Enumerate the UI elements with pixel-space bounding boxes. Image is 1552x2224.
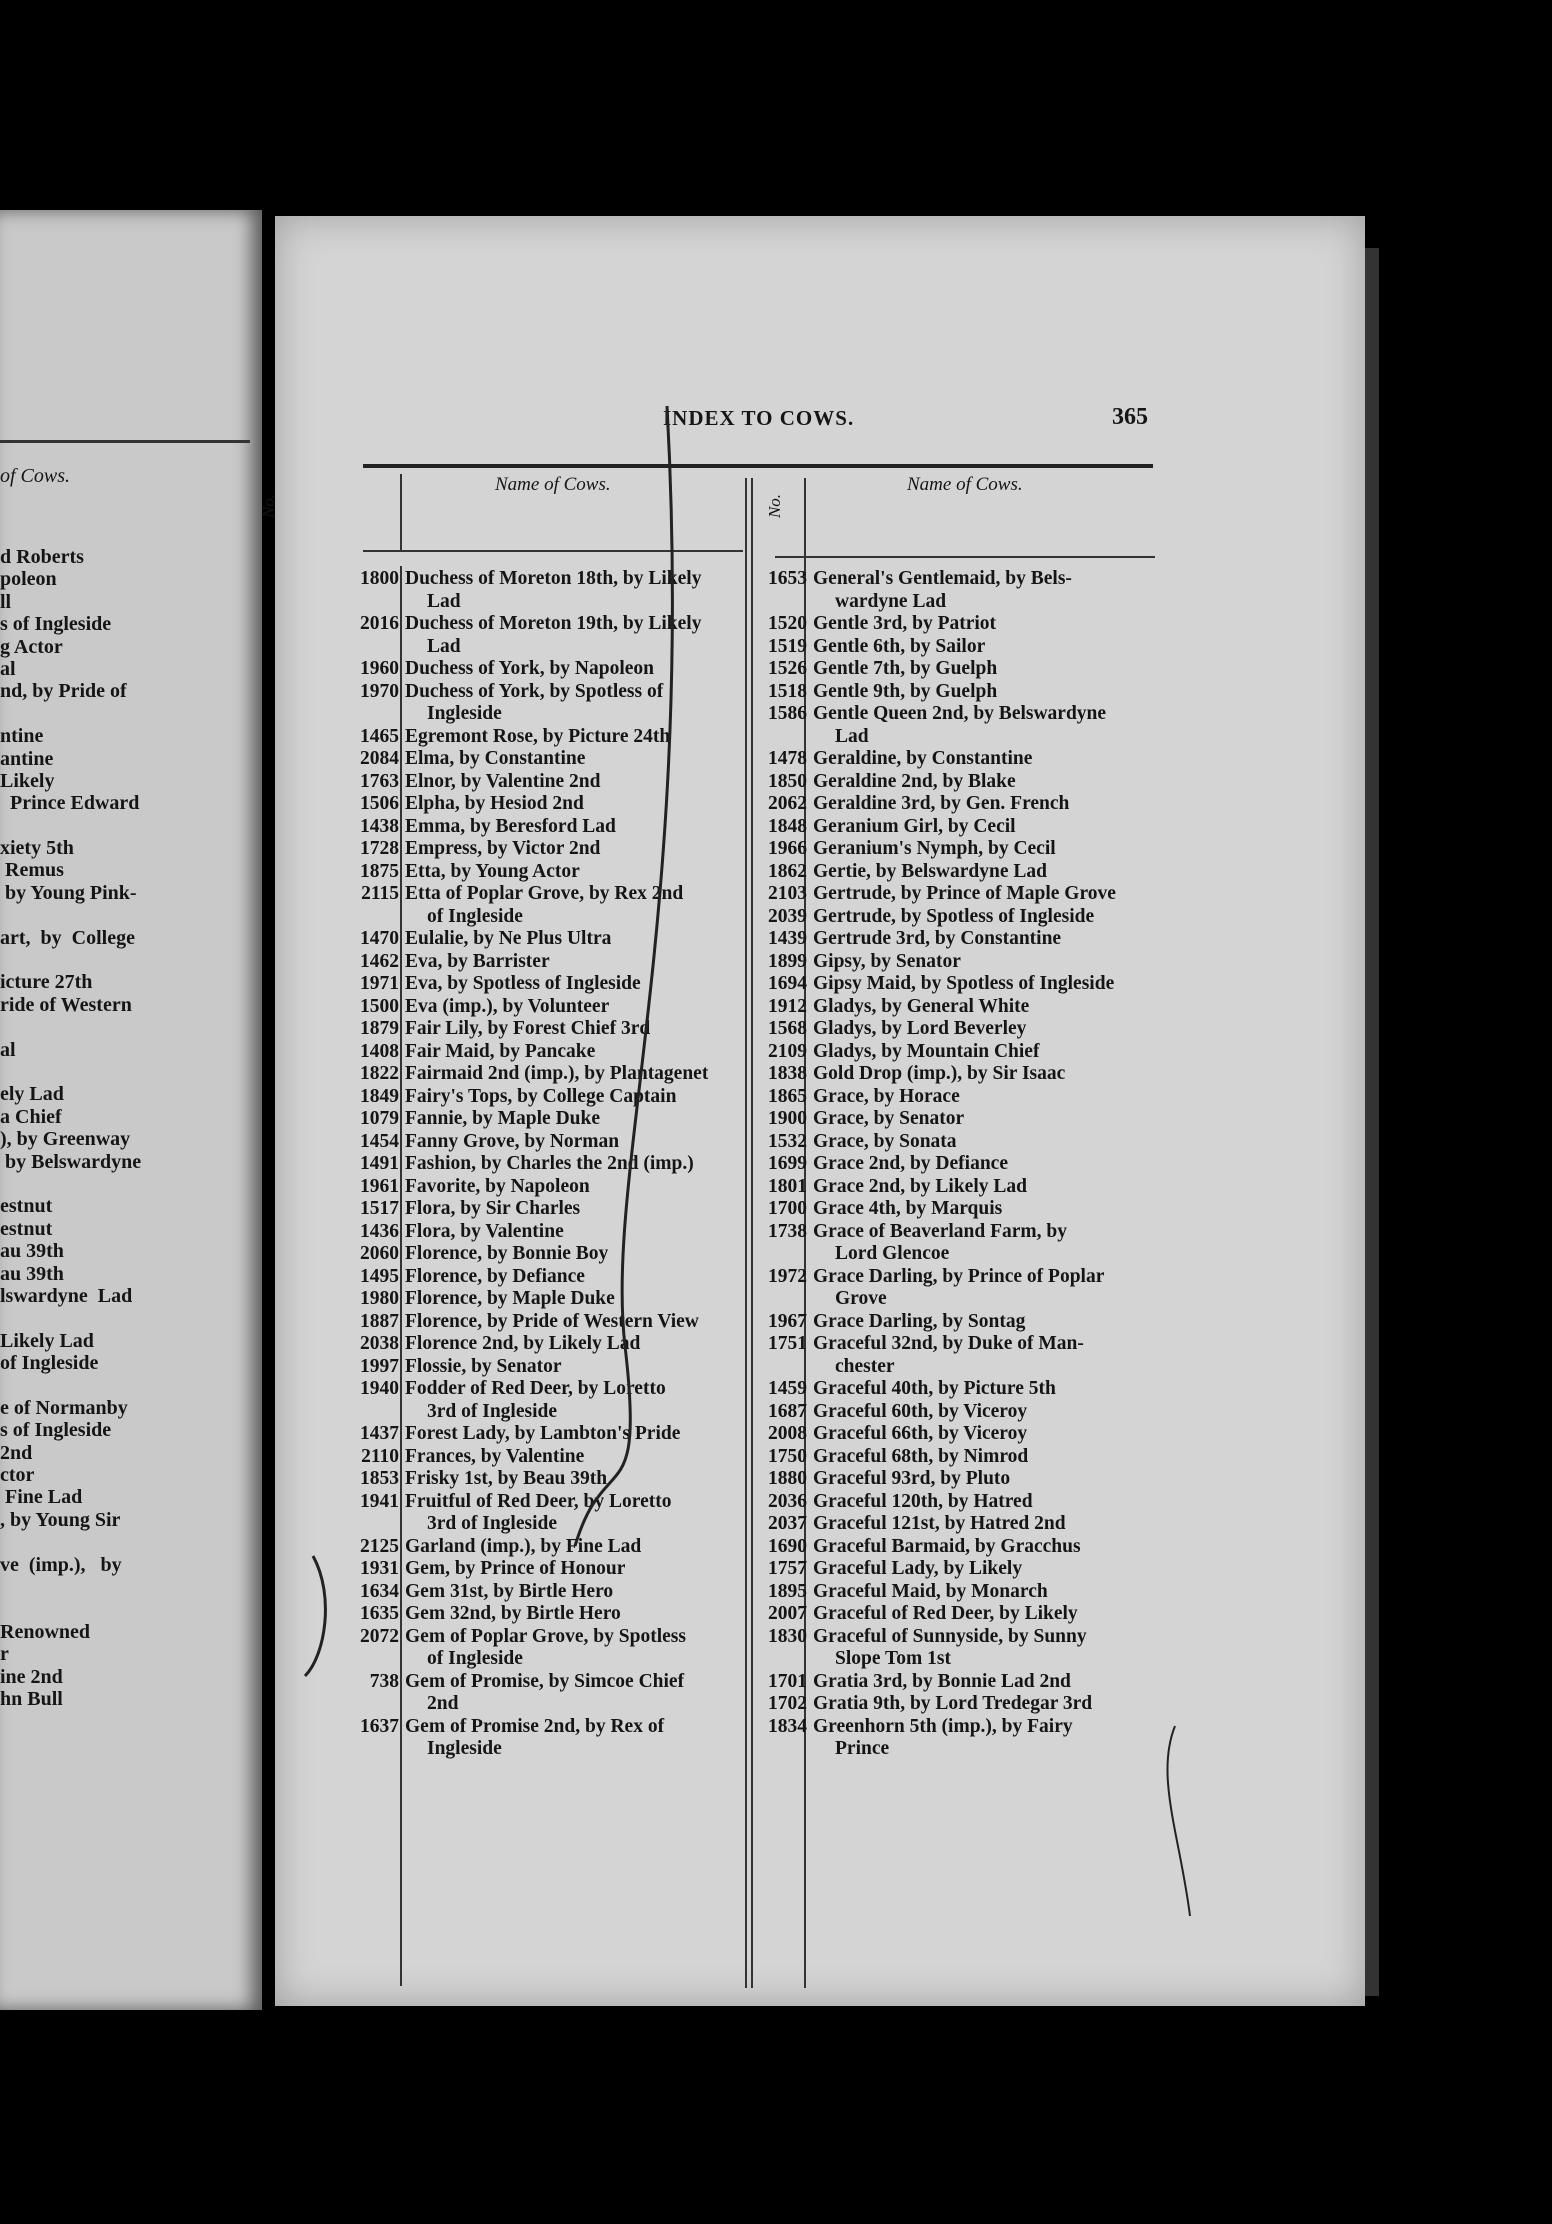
entry-number: 2115 [361,883,399,904]
entry-name-continuation: 3rd of Ingleside [427,1513,558,1534]
entry-name-text: Egremont Rose, by Picture 24th [405,725,671,747]
left-page-line: , by Young Sir [0,1508,121,1531]
entry-number: 1750 [768,1445,807,1467]
entry-number: 1912 [768,995,807,1017]
entry-name-text: Fairmaid 2nd (imp.), by Plantagenet [405,1063,709,1084]
entry-name-text: Grace, by Sonata [813,1130,957,1152]
left-page-line: of Ingleside [0,1352,99,1375]
entry-number: 2060 [360,1243,399,1264]
entry-number: 1822 [360,1063,399,1084]
entry-number: 1887 [360,1310,399,1332]
left-page-line: by Belswardyne [0,1150,142,1173]
left-page-line [0,1173,141,1195]
entry-name-text: Fairy's Tops, by College Captain [405,1085,677,1107]
entry-number: 1875 [360,860,399,882]
entry-name-continuation: of Ingleside [427,905,523,927]
entry-number: 1491 [360,1153,399,1174]
entry-name-text: Frances, by Valentine [405,1445,585,1467]
entry-number: 1960 [360,658,399,679]
entry-number: 1853 [360,1468,399,1489]
entry-name-text: Graceful 60th, by Viceroy [813,1400,1028,1422]
entry-number: 1517 [360,1198,399,1219]
entry-name-text: Gertrude 3rd, by Constantine [813,928,1062,949]
entry-name-text: Gentle 6th, by Sailor [813,635,986,657]
entry-number: 2109 [768,1040,807,1062]
entry-number: 1500 [360,995,399,1017]
entry-name-text: Gertie, by Belswardyne Lad [813,860,1047,882]
entry-number: 1436 [360,1220,399,1242]
entry-number: 1880 [768,1468,807,1489]
page-title: INDEX TO COWS. [663,406,855,430]
entry-name-text: Graceful 93rd, by Pluto [813,1468,1011,1489]
entry-number: 1702 [768,1693,807,1714]
entry-name-text: Florence, by Pride of Western View [405,1310,699,1332]
entry-name-text: Elpha, by Hesiod 2nd [405,793,584,814]
col-name-label-left: Name of Cows. [495,474,611,495]
entry-number: 1568 [768,1018,807,1039]
entry-name-text: Eulalie, by Ne Plus Ultra [405,928,612,949]
entry-number: 1687 [768,1400,807,1422]
entry-name-text: Gentle 3rd, by Patriot [813,613,997,634]
left-page-line: hn Bull [0,1687,63,1710]
left-page-line [0,1576,141,1598]
left-page-line: au 39th [0,1262,64,1285]
entry-number: 1830 [768,1625,807,1647]
entry-number: 1690 [768,1535,807,1557]
entry-name-text: Eva (imp.), by Volunteer [405,995,610,1017]
entry-name-text: Graceful of Red Deer, by Likely [813,1603,1078,1624]
entry-name-continuation: Prince [835,1738,890,1759]
entry-name-text: Graceful Maid, by Monarch [813,1580,1048,1602]
entry-number: 1526 [768,658,807,679]
entry-name-text: Flossie, by Senator [405,1355,562,1377]
entry-number: 1800 [360,568,399,589]
entry-name-text: Gem, by Prince of Honour [405,1558,626,1579]
entry-number: 1941 [360,1490,399,1512]
entry-name-text: Fair Maid, by Pancake [405,1040,596,1062]
entry-number: 1438 [360,815,399,837]
entry-name-text: Duchess of York, by Napoleon [405,658,655,679]
entry-number: 1970 [360,680,399,702]
left-page-line [0,703,141,725]
entry-number: 1997 [360,1355,399,1377]
entry-name-continuation: Lad [427,590,461,612]
left-page-line [0,949,141,971]
entry-name-text: Gem of Promise 2nd, by Rex of [405,1715,665,1737]
entry-name-text: Florence, by Bonnie Boy [405,1243,609,1264]
left-page-line: e of Normanby [0,1396,128,1419]
entry-number: 1465 [360,725,399,747]
entry-number: 1751 [768,1333,807,1354]
page-number: 365 [1112,404,1148,430]
left-page-line: Likely [0,769,55,792]
entry-name-text: Fruitful of Red Deer, by Loretto [405,1490,672,1512]
entry-name-text: General's Gentlemaid, by Bels- [813,568,1072,589]
entry-name-text: Gem 31st, by Birtle Hero [405,1580,614,1602]
previous-page-strip [0,210,262,2010]
entry-name-text: Gentle 7th, by Guelph [813,658,998,679]
entry-name-text: Gladys, by Lord Beverley [813,1018,1027,1039]
left-page-lines [0,546,141,1710]
entry-name-text: Geraldine 2nd, by Blake [813,770,1016,792]
entry-name-text: Fodder of Red Deer, by Loretto [405,1378,666,1399]
left-page-line: 2nd [0,1441,33,1464]
entry-number: 1895 [768,1580,807,1602]
entry-number: 1900 [768,1108,807,1129]
entry-number: 1519 [768,635,807,657]
left-page-line: icture 27th [0,971,93,994]
left-page-line: ctor [0,1464,35,1487]
col-no-label-right: No. [765,493,785,519]
page-edge-shadow [1365,248,1379,1996]
entry-name-text: Grace Darling, by Prince of Poplar [813,1265,1105,1287]
entry-name-text: Elnor, by Valentine 2nd [405,770,601,792]
left-page-line: Remus [0,859,64,882]
entry-name-text: Duchess of Moreton 19th, by Likely [405,613,702,634]
entry-name-text: Geraldine, by Constantine [813,748,1033,769]
entry-number: 1637 [360,1715,399,1737]
entry-name-text: Graceful of Sunnyside, by Sunny [813,1625,1087,1647]
entry-number: 1520 [768,613,807,634]
left-page-line: r [0,1643,9,1666]
left-page-line: estnut [0,1217,53,1240]
entry-number: 1437 [360,1423,399,1444]
entry-number: 1699 [768,1153,807,1174]
entry-name-text: Empress, by Victor 2nd [405,838,601,859]
col-name-label-right: Name of Cows. [907,474,1023,495]
entry-name-continuation: Slope Tom 1st [835,1648,951,1669]
entry-number: 1763 [360,770,399,792]
left-page-line: al [0,1038,16,1061]
entry-name-text: Eva, by Spotless of Ingleside [405,973,641,994]
left-page-line: antine [0,747,54,770]
left-page-line: ely Lad [0,1083,64,1106]
entry-number: 1454 [360,1130,399,1152]
entry-name-text: Gem of Promise, by Simcoe Chief [405,1670,685,1692]
entry-name-continuation: of Ingleside [427,1648,523,1669]
entry-number: 1971 [360,973,399,994]
entry-name-text: Graceful 66th, by Viceroy [813,1423,1028,1444]
entry-name-text: Graceful 40th, by Picture 5th [813,1378,1056,1399]
entry-name-text: Greenhorn 5th (imp.), by Fairy [813,1715,1073,1737]
entry-name-text: Gentle 9th, by Guelph [813,680,998,702]
left-page-line: Renowned [0,1620,91,1643]
entry-name-text: Grace 2nd, by Likely Lad [813,1175,1027,1197]
entry-name-text: Fanny Grove, by Norman [405,1130,620,1152]
left-page-line: s of Ingleside [0,613,112,636]
entry-number: 2036 [768,1490,807,1512]
left-page-line: poleon [0,568,57,591]
entry-number: 1834 [768,1715,807,1737]
left-page-line: Fine Lad [0,1486,83,1509]
entry-name-text: Fannie, by Maple Duke [405,1108,601,1129]
entry-number: 2008 [768,1423,807,1444]
left-page-line: al [0,657,16,680]
entry-name-text: Graceful 68th, by Nimrod [813,1445,1029,1467]
left-page-line: lswardyne Lad [0,1284,133,1307]
entry-name-continuation: chester [835,1355,895,1377]
left-page-line: nd, by Pride of [0,680,127,703]
entry-name-text: Gem of Poplar Grove, by Spotless [405,1625,686,1647]
entry-name-text: Fashion, by Charles the 2nd (imp.) [405,1153,694,1174]
entry-number: 2125 [360,1535,399,1557]
entry-name-text: Etta of Poplar Grove, by Rex 2nd [405,883,684,904]
left-page-line: ve (imp.), by [0,1553,122,1576]
left-page-line: xiety 5th [0,837,74,860]
entry-name-text: Grace, by Senator [813,1108,965,1129]
entry-number: 1634 [360,1580,399,1602]
entry-number: 1532 [768,1130,807,1152]
entry-number: 1653 [768,568,807,589]
entry-name-text: Emma, by Beresford Lad [405,815,616,837]
entry-name-text: Gold Drop (imp.), by Sir Isaac [813,1063,1066,1084]
entry-number: 1801 [768,1175,807,1197]
left-page-line: a Chief [0,1105,62,1128]
entry-name-text: Gladys, by Mountain Chief [813,1040,1040,1062]
left-page-line: ride of Western [0,993,132,1016]
entry-number: 1850 [768,770,807,792]
index-page [259,216,1365,2006]
left-page-line: g Actor [0,635,63,658]
entry-number: 2084 [360,748,399,769]
entry-number: 1470 [360,928,399,949]
entry-number: 1899 [768,950,807,972]
entry-number: 1848 [768,815,807,837]
entry-name-continuation: wardyne Lad [835,590,947,612]
left-page-line [0,1061,141,1083]
entry-number: 1961 [360,1175,399,1197]
entry-number: 1931 [360,1558,399,1579]
entry-name-continuation: 2nd [427,1693,459,1714]
entry-number: 2007 [768,1603,807,1624]
left-page-line [0,815,141,837]
left-page-line: Prince Edward [0,792,140,815]
entry-number: 1459 [768,1378,807,1399]
entry-number: 1728 [360,838,399,859]
entry-name-text: Gratia 3rd, by Bonnie Lad 2nd [813,1670,1071,1692]
left-page-line [0,1598,141,1620]
left-page-line [0,1016,141,1038]
entry-name-continuation: Ingleside [427,1738,502,1759]
left-page-header: of Cows. [0,465,71,487]
entry-name-text: Gem 32nd, by Birtle Hero [405,1603,621,1624]
entry-name-text: Geranium Girl, by Cecil [813,815,1016,837]
entry-number: 1862 [768,860,807,882]
entry-number: 1966 [768,838,807,859]
entry-number: 1462 [360,950,399,972]
entry-name-text: Garland (imp.), by Fine Lad [405,1535,642,1557]
entry-name-text: Forest Lady, by Lambton's Pride [405,1423,681,1444]
entry-name-continuation: Lad [835,725,869,747]
left-page-line [0,1531,141,1553]
entry-number: 1967 [768,1310,807,1332]
entry-number: 1478 [768,748,807,769]
entry-name-text: Graceful Lady, by Likely [813,1558,1023,1579]
entry-name-text: Duchess of York, by Spotless of [405,680,664,702]
entry-number: 1865 [768,1085,807,1107]
left-page-line: ntine [0,725,44,748]
entry-name-text: Eva, by Barrister [405,950,550,972]
entry-name-continuation: Lord Glencoe [835,1243,950,1264]
entry-number: 738 [369,1670,399,1692]
left-page-line: art, by College [0,926,135,949]
entry-number: 1694 [768,973,807,994]
entry-name-text: Florence, by Maple Duke [405,1288,615,1309]
entry-number: 1506 [360,793,399,814]
entry-name-text: Grace Darling, by Sontag [813,1310,1026,1332]
left-page-line [0,904,141,926]
entry-name-text: Grace 2nd, by Defiance [813,1153,1008,1174]
left-page-line: estnut [0,1195,53,1218]
entry-number: 1701 [768,1670,807,1692]
entry-name-text: Gipsy, by Senator [813,950,961,972]
entry-name-text: Gladys, by General White [813,995,1030,1017]
left-page-line: ), by Greenway [0,1128,131,1151]
left-page-rule [0,440,250,443]
entry-name-text: Grace, by Horace [813,1085,960,1107]
entry-name-text: Gertrude, by Spotless of Ingleside [813,905,1095,927]
entry-name-text: Grace 4th, by Marquis [813,1198,1003,1219]
entry-name-text: Graceful 120th, by Hatred [813,1490,1033,1512]
entry-name-text: Elma, by Constantine [405,748,586,769]
entry-name-text: Gratia 9th, by Lord Tredegar 3rd [813,1693,1093,1714]
entry-number: 1757 [768,1558,807,1579]
entry-number: 2103 [768,883,807,904]
entry-number: 2062 [768,793,807,814]
entry-name-text: Flora, by Sir Charles [405,1198,581,1219]
entry-number: 2039 [768,905,807,927]
entry-number: 2072 [360,1625,399,1647]
entry-number: 1972 [768,1265,807,1287]
entry-name-text: Etta, by Young Actor [405,860,580,882]
entry-name-text: Florence 2nd, by Likely Lad [405,1333,641,1354]
entry-number: 1079 [360,1108,399,1129]
entry-name-text: Geraldine 3rd, by Gen. French [813,793,1070,814]
entry-number: 1408 [360,1040,399,1062]
entry-number: 2016 [360,613,399,634]
entry-number: 1879 [360,1018,399,1039]
left-page-line: s of Ingleside [0,1419,112,1442]
entry-number: 1439 [768,928,807,949]
entry-number: 1980 [360,1288,399,1309]
left-page-line [0,1307,141,1329]
entry-name-text: Florence, by Defiance [405,1265,585,1287]
entry-number: 1635 [360,1603,399,1624]
entry-number: 1838 [768,1063,807,1084]
col-no-label-left: No. [259,493,279,519]
entry-number: 2037 [768,1513,807,1534]
entry-name-text: Graceful 121st, by Hatred 2nd [813,1513,1066,1534]
entry-name-text: Geranium's Nymph, by Cecil [813,838,1056,859]
entry-name-text: Flora, by Valentine [405,1220,564,1242]
entry-number: 1518 [768,680,807,702]
entry-name-text: Fair Lily, by Forest Chief 3rd [405,1018,651,1039]
entry-name-continuation: Lad [427,635,461,657]
entry-number: 2110 [361,1445,399,1467]
entry-name-text: Graceful 32nd, by Duke of Man- [813,1333,1084,1354]
left-page-line: by Young Pink- [0,881,137,904]
entry-name-text: Gentle Queen 2nd, by Belswardyne [813,703,1107,724]
left-page-line: ll [0,590,12,613]
entry-number: 1586 [768,703,807,724]
entry-name-continuation: 3rd of Ingleside [427,1400,558,1422]
left-page-line: d Roberts [0,546,84,568]
entry-name-continuation: Grove [835,1288,887,1309]
entry-name-text: Frisky 1st, by Beau 39th [405,1468,608,1489]
entry-number: 1738 [768,1220,807,1242]
left-page-line: au 39th [0,1240,64,1263]
entry-name-text: Graceful Barmaid, by Gracchus [813,1535,1081,1557]
left-page-line: Likely Lad [0,1329,94,1352]
entry-number: 1495 [360,1265,399,1287]
entry-number: 1700 [768,1198,807,1219]
entry-number: 1849 [360,1085,399,1107]
entry-number: 2038 [360,1333,399,1354]
entry-number: 1940 [360,1378,399,1399]
entry-name-text: Duchess of Moreton 18th, by Likely [405,568,702,589]
entry-name-text: Gertrude, by Prince of Maple Grove [813,883,1116,904]
pencil-marks [275,216,1365,2006]
left-page-line [0,1374,141,1396]
entry-name-continuation: Ingleside [427,703,502,724]
entry-name-text: Gipsy Maid, by Spotless of Ingleside [813,973,1115,994]
entry-name-text: Favorite, by Napoleon [405,1175,590,1197]
left-page-line: ine 2nd [0,1665,63,1688]
entry-name-text: Grace of Beaverland Farm, by [813,1220,1067,1242]
